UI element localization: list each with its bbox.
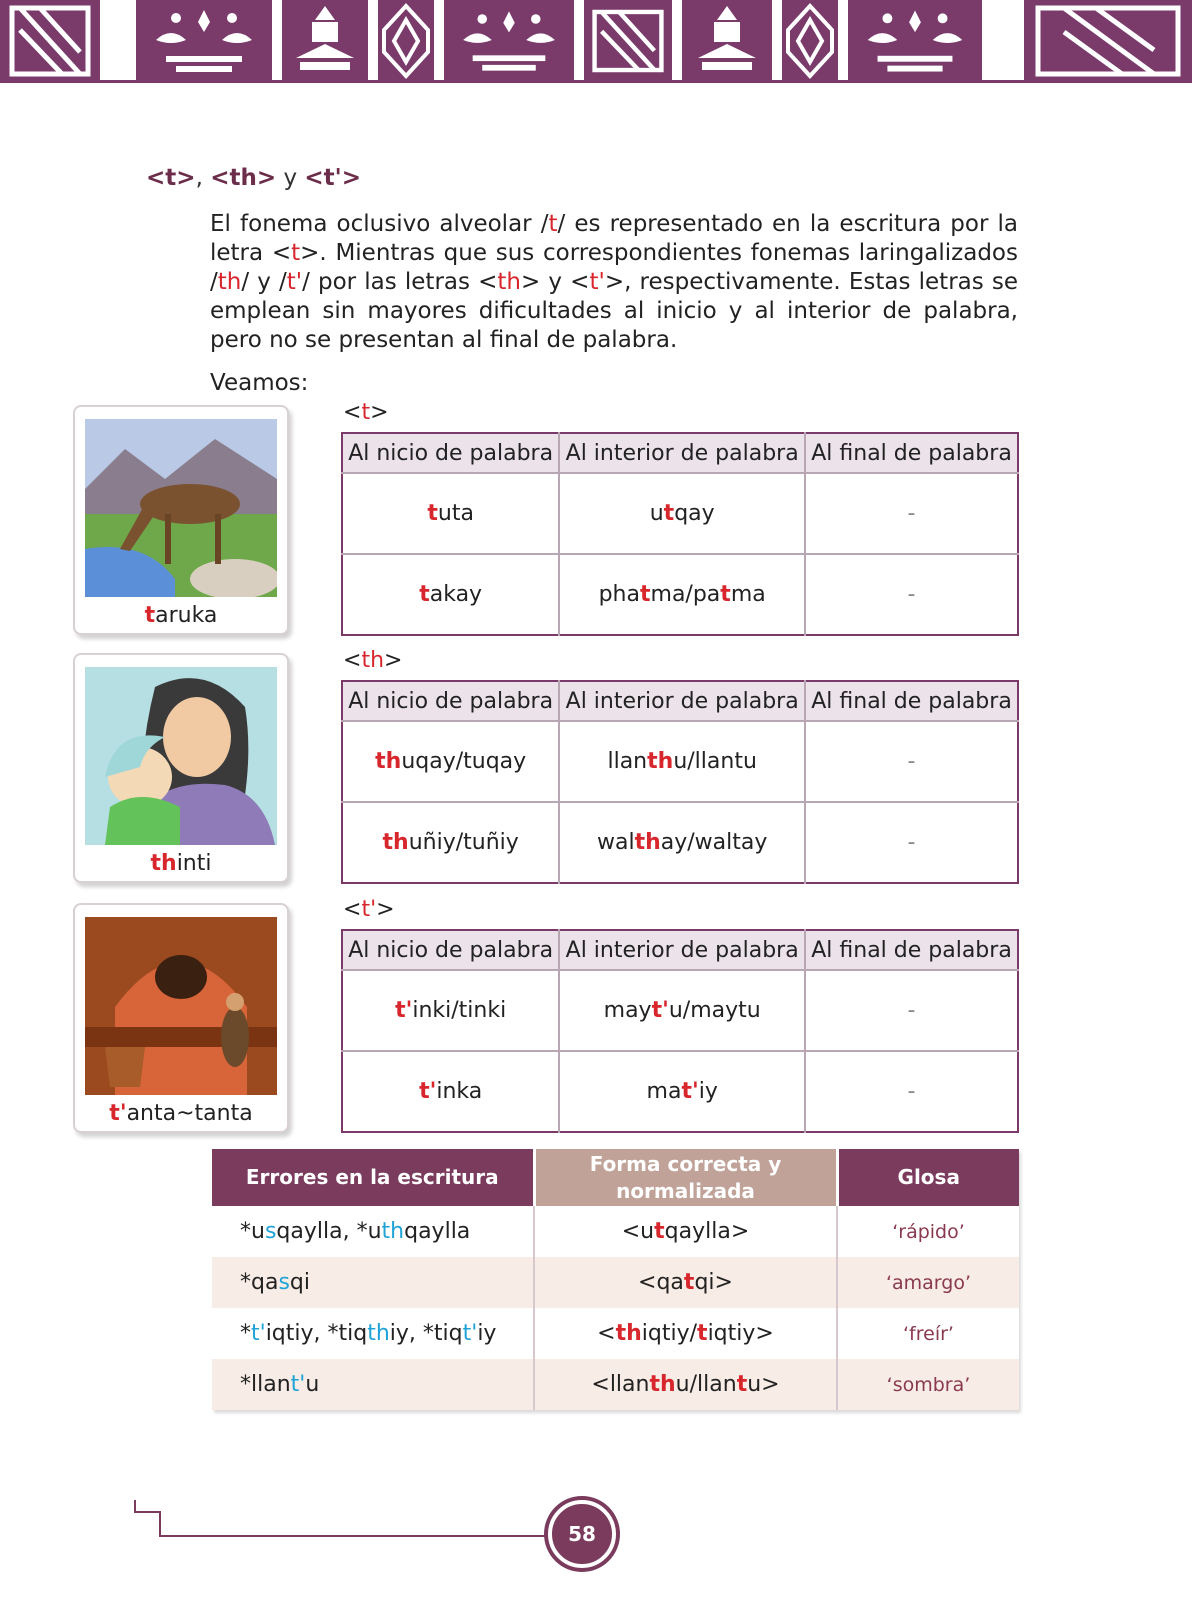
gloss-cell: ‘rápido’ <box>892 1220 965 1243</box>
highlighted-letter: t <box>736 1372 748 1397</box>
errors-table-body <box>212 1206 1019 1410</box>
pattern-tile-crystal <box>378 0 434 82</box>
empty-dash: - <box>907 582 916 607</box>
pattern-tile-birds <box>444 0 574 82</box>
highlighted-letter: t' <box>419 1079 437 1104</box>
column-header: Al nicio de palabra <box>342 433 559 473</box>
veamos-label: Veamos: <box>210 370 309 396</box>
table-cell <box>559 554 805 635</box>
table-cell <box>342 554 559 635</box>
error-letter: s <box>264 1219 277 1244</box>
text-segment: uta <box>437 501 474 526</box>
errors-table <box>212 1149 1019 1410</box>
table-row <box>342 554 1018 635</box>
highlighted-letter: t <box>697 1321 708 1346</box>
error-letter: t' <box>251 1321 266 1346</box>
pattern-tile-crystal <box>782 0 838 82</box>
decorative-banner <box>0 0 1192 84</box>
table-row <box>342 1051 1018 1132</box>
text-segment: qaylla, *u <box>276 1219 382 1244</box>
table-cell <box>342 1051 559 1132</box>
empty-dash: - <box>907 830 916 855</box>
card-caption: t'anta~tanta <box>109 1101 253 1126</box>
column-header: Al final de palabra <box>805 433 1018 473</box>
table-row <box>212 1206 1019 1257</box>
highlighted-letter: t <box>683 1270 695 1295</box>
highlighted-letter: th <box>375 749 402 774</box>
error-cell <box>212 1206 534 1257</box>
error-cell <box>212 1308 534 1359</box>
word-card-taruka <box>73 405 289 635</box>
text-segment: qaylla> <box>664 1219 750 1244</box>
letter-table-th <box>341 680 1019 884</box>
pattern-tile-tower <box>282 0 368 82</box>
error-letter: t' <box>290 1372 306 1397</box>
card-caption: thinti <box>150 851 212 876</box>
correct-form-cell <box>534 1206 837 1257</box>
text-segment: u <box>649 501 664 526</box>
letter-table-tq <box>341 929 1019 1133</box>
error-cell <box>212 1359 534 1410</box>
table-cell <box>559 970 805 1051</box>
correct-form-cell <box>534 1359 837 1410</box>
column-header: Al interior de palabra <box>559 433 805 473</box>
word-card-thinti <box>73 653 289 883</box>
table-row <box>342 970 1018 1051</box>
gloss-cell: ‘sombra’ <box>837 1359 1019 1410</box>
banner-border <box>0 80 1192 83</box>
highlighted-letter: t <box>419 582 430 607</box>
text-segment: llan <box>607 749 648 774</box>
table-cell <box>559 721 805 802</box>
text-segment: u> <box>747 1372 780 1397</box>
highlighted-letter: t <box>720 582 731 607</box>
table-cell <box>805 1051 1018 1132</box>
column-header: Al nicio de palabra <box>342 930 559 970</box>
text-segment: u/maytu <box>668 998 761 1023</box>
table-body <box>342 473 1018 635</box>
table-row <box>212 1359 1019 1410</box>
highlighted-letter: th <box>647 749 674 774</box>
error-letter: th <box>381 1219 405 1244</box>
page-number: 58 <box>548 1500 616 1568</box>
letter-table-t <box>341 432 1019 636</box>
highlighted-letter: t <box>654 1219 665 1244</box>
pattern-tile-tower <box>682 0 772 82</box>
table-cell <box>805 721 1018 802</box>
gloss-header: Glosa <box>837 1149 1019 1206</box>
text-segment: ma/pa <box>650 582 721 607</box>
gloss-cell: ‘amargo’ <box>837 1257 1019 1308</box>
highlighted-letter: th <box>615 1321 642 1346</box>
footer-lines <box>0 1500 640 1580</box>
column-header: Al final de palabra <box>805 681 1018 721</box>
highlighted-letter: t' <box>395 998 413 1023</box>
table-body <box>342 721 1018 883</box>
text-segment: *u <box>240 1219 265 1244</box>
text-segment: ma <box>730 582 766 607</box>
table-row <box>212 1308 1019 1359</box>
text-segment: inki/tinki <box>412 998 507 1023</box>
empty-dash: - <box>907 998 916 1023</box>
text-segment: uñiy/tuñiy <box>408 830 519 855</box>
text-segment: <u <box>621 1219 655 1244</box>
column-header: Al final de palabra <box>805 930 1018 970</box>
text-segment: *llan <box>240 1372 291 1397</box>
text-segment: <qa <box>638 1270 684 1295</box>
table-label-th: <th> <box>343 648 403 673</box>
intro-paragraph: El fonema oclusivo alveolar /t/ es representado en la escritura por la letra <t>. Mientras que sus correspondientes fonemas laringalizados /th/ y /t'/ por las letras <th> y <t'>, respectivamente. Estas letras se emplean sin mayores dificultades al inicio y al interior de palabra, pero no se presentan al final de palabra. <box>210 211 1019 353</box>
table-label-tq: <t'> <box>343 897 395 922</box>
table-cell <box>805 554 1018 635</box>
text-segment: may <box>603 998 652 1023</box>
text-segment: iqtiy/ <box>641 1321 698 1346</box>
table-row <box>212 1257 1019 1308</box>
table-cell <box>559 473 805 554</box>
table-cell <box>805 473 1018 554</box>
correct-form-cell <box>534 1257 837 1308</box>
table-cell <box>559 802 805 883</box>
text-segment: wal <box>596 830 635 855</box>
text-segment: qi> <box>694 1270 733 1295</box>
correct-form-header: Forma correcta y normalizada <box>534 1149 837 1206</box>
error-cell <box>212 1257 534 1308</box>
highlighted-letter: t <box>663 501 675 526</box>
text-segment: u <box>305 1372 320 1397</box>
correct-form-cell <box>534 1308 837 1359</box>
highlighted-letter: th <box>649 1372 676 1397</box>
table-cell <box>342 721 559 802</box>
text-segment: iy <box>698 1079 718 1104</box>
table-cell <box>342 473 559 554</box>
table-label-t: <t> <box>343 400 389 425</box>
pattern-tile-diamond <box>1024 0 1192 82</box>
highlighted-letter: t' <box>681 1079 699 1104</box>
table-body <box>342 970 1018 1132</box>
highlighted-letter: t <box>639 582 651 607</box>
pattern-tile-birds <box>848 0 982 82</box>
mother-child-image <box>85 667 277 845</box>
text-segment: iy <box>477 1321 497 1346</box>
column-header: Al interior de palabra <box>559 930 805 970</box>
text-segment: * <box>240 1321 251 1346</box>
text-segment: uqay/tuqay <box>401 749 527 774</box>
highlighted-letter: th <box>382 830 409 855</box>
column-header: Al nicio de palabra <box>342 681 559 721</box>
text-segment: <llan <box>591 1372 650 1397</box>
text-segment: qay <box>674 501 715 526</box>
empty-dash: - <box>907 749 916 774</box>
table-cell <box>805 970 1018 1051</box>
error-letter: th <box>367 1321 390 1346</box>
pattern-tile-birds <box>136 0 272 82</box>
empty-dash: - <box>907 501 916 526</box>
text-segment: iqtiy, *tiq <box>265 1321 368 1346</box>
text-segment: ay/waltay <box>660 830 768 855</box>
section-heading: <t>, <th> y <t'> <box>146 165 361 191</box>
error-letter: s <box>278 1270 290 1295</box>
text-segment: iy, *tiq <box>389 1321 463 1346</box>
deer-drinking-image <box>85 419 277 597</box>
text-segment: qaylla <box>404 1219 471 1244</box>
text-segment: *qa <box>240 1270 279 1295</box>
text-segment: qi <box>289 1270 310 1295</box>
table-row <box>342 721 1018 802</box>
gloss-cell: ‘freír’ <box>903 1322 954 1345</box>
table-row <box>342 802 1018 883</box>
text-segment: akay <box>429 582 483 607</box>
column-header: Al interior de palabra <box>559 681 805 721</box>
empty-dash: - <box>907 1079 916 1104</box>
text-segment: pha <box>598 582 640 607</box>
errors-header: Errores en la escritura <box>212 1149 534 1206</box>
table-row <box>342 473 1018 554</box>
text-segment: u/llantu <box>673 749 757 774</box>
highlighted-letter: th <box>634 830 661 855</box>
text-segment: u/llan <box>675 1372 737 1397</box>
table-cell <box>342 970 559 1051</box>
table-cell <box>559 1051 805 1132</box>
bread-oven-image <box>85 917 277 1095</box>
pattern-tile-diamond <box>0 0 100 82</box>
word-card-tanta <box>73 903 289 1133</box>
text-segment: < <box>597 1321 616 1346</box>
table-cell <box>342 802 559 883</box>
highlighted-letter: t <box>427 501 438 526</box>
text-segment: ma <box>646 1079 682 1104</box>
table-cell <box>805 802 1018 883</box>
card-caption: taruka <box>144 603 218 628</box>
text-segment: inka <box>436 1079 483 1104</box>
error-letter: t' <box>462 1321 478 1346</box>
text-segment: iqtiy> <box>707 1321 774 1346</box>
pattern-tile-diamond <box>584 0 672 82</box>
highlighted-letter: t' <box>651 998 669 1023</box>
